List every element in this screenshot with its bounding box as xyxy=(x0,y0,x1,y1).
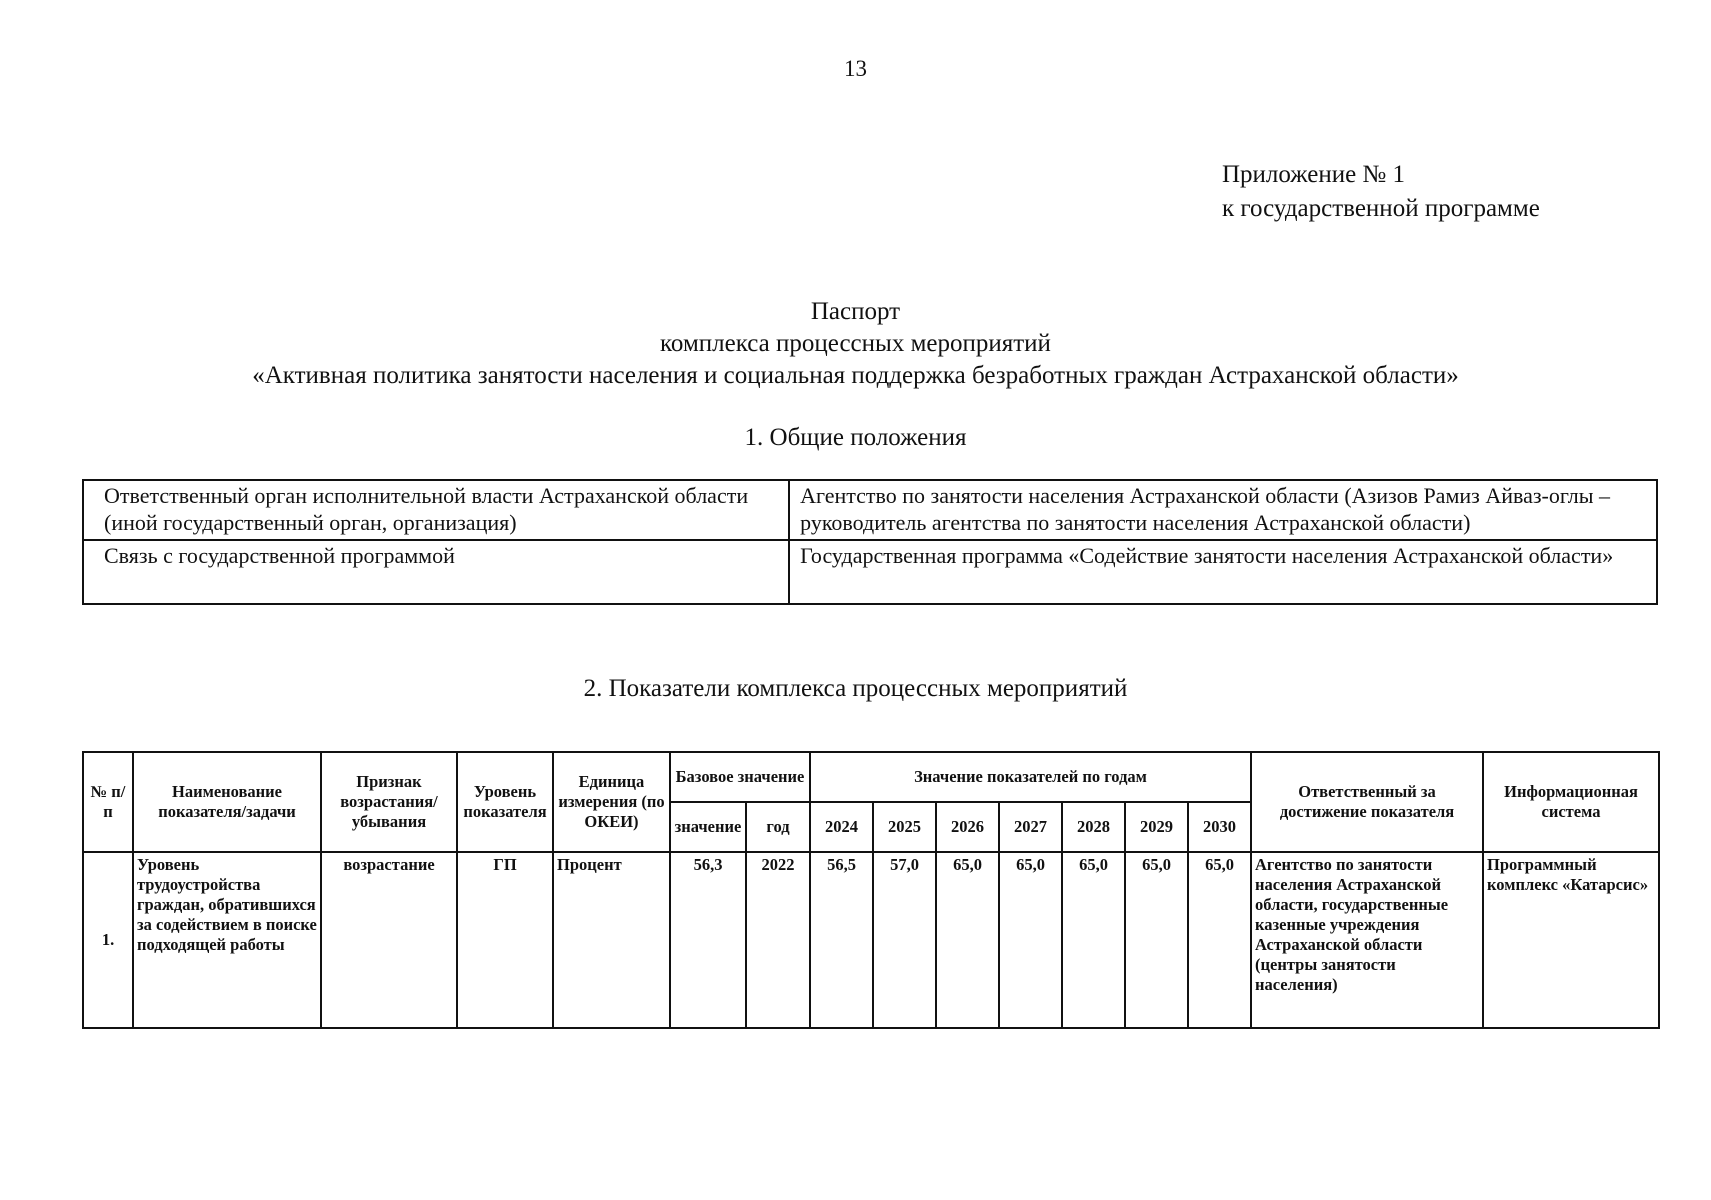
indicators-table xyxy=(82,751,1660,1029)
table-row xyxy=(83,540,1657,604)
section-2-title: 2. Показатели комплекса процессных мероприятий xyxy=(583,675,1128,702)
passport-program-name: «Активная политика занятости населения и социальная поддержка безработных граждан Астраханской области» xyxy=(252,362,1459,389)
header-base-value: значение xyxy=(670,802,746,852)
header-num: № п/п xyxy=(83,752,133,852)
header-year: 2030 xyxy=(1188,802,1251,852)
table-row xyxy=(83,480,1657,540)
passport-subtitle: комплекса процессных мероприятий xyxy=(660,330,1051,357)
table-row xyxy=(83,852,1659,1028)
general-label-cell: Связь с государственной программой xyxy=(83,540,789,604)
appendix-line-1: Приложение № 1 xyxy=(1222,161,1406,188)
header-year: 2026 xyxy=(936,802,999,852)
header-year: 2025 xyxy=(873,802,936,852)
row-year-value: 65,0 xyxy=(1125,852,1188,1028)
row-system: Программный комплекс «Катарсис» xyxy=(1483,852,1659,1028)
row-num: 1. xyxy=(83,852,133,1028)
header-year: 2027 xyxy=(999,802,1062,852)
header-base-year: год xyxy=(746,802,810,852)
row-year-value: 65,0 xyxy=(1188,852,1251,1028)
general-value-cell: Государственная программа «Содействие занятости населения Астраханской области» xyxy=(789,540,1657,604)
passport-title: Паспорт xyxy=(810,298,901,325)
page-number: 13 xyxy=(844,56,867,81)
header-responsible: Ответственный за достижение показателя xyxy=(1251,752,1483,852)
passport-heading xyxy=(0,296,1711,392)
general-value-cell: Агентство по занятости населения Астраханской области (Азизов Рамиз Айваз-оглы – руководитель агентства по занятости населения Астраханской области) xyxy=(789,480,1657,540)
header-trend: Признак возрастания/ убывания xyxy=(321,752,457,852)
row-unit: Процент xyxy=(553,852,670,1028)
header-system: Информационная система xyxy=(1483,752,1659,852)
header-name: Наименование показателя/задачи xyxy=(133,752,321,852)
header-level: Уровень показателя xyxy=(457,752,553,852)
row-level: ГП xyxy=(457,852,553,1028)
appendix-line-2: к государственной программе xyxy=(1222,195,1540,222)
row-year-value: 65,0 xyxy=(936,852,999,1028)
row-year-value: 65,0 xyxy=(1062,852,1125,1028)
row-name: Уровень трудоустройства граждан, обратившихся за содействием в поиске подходящей работы xyxy=(133,852,321,1028)
row-year-value: 56,5 xyxy=(810,852,873,1028)
general-label-cell: Ответственный орган исполнительной власти Астраханской области (иной государственный орган, организация) xyxy=(83,480,789,540)
section-1-title: 1. Общие положения xyxy=(744,424,967,451)
header-year: 2028 xyxy=(1062,802,1125,852)
row-trend: возрастание xyxy=(321,852,457,1028)
row-year-value: 57,0 xyxy=(873,852,936,1028)
general-provisions-table xyxy=(82,479,1658,605)
header-base: Базовое значение xyxy=(670,752,810,802)
row-base-year: 2022 xyxy=(746,852,810,1028)
row-base-value: 56,3 xyxy=(670,852,746,1028)
row-responsible: Агентство по занятости населения Астраханской области, государственные казенные учреждения Астраханской области (центры занятости населения) xyxy=(1251,852,1483,1028)
header-year: 2024 xyxy=(810,802,873,852)
header-year: 2029 xyxy=(1125,802,1188,852)
header-years-group: Значение показателей по годам xyxy=(810,752,1251,802)
row-year-value: 65,0 xyxy=(999,852,1062,1028)
header-unit: Единица измерения (по ОКЕИ) xyxy=(553,752,670,852)
appendix-note xyxy=(1222,158,1540,226)
